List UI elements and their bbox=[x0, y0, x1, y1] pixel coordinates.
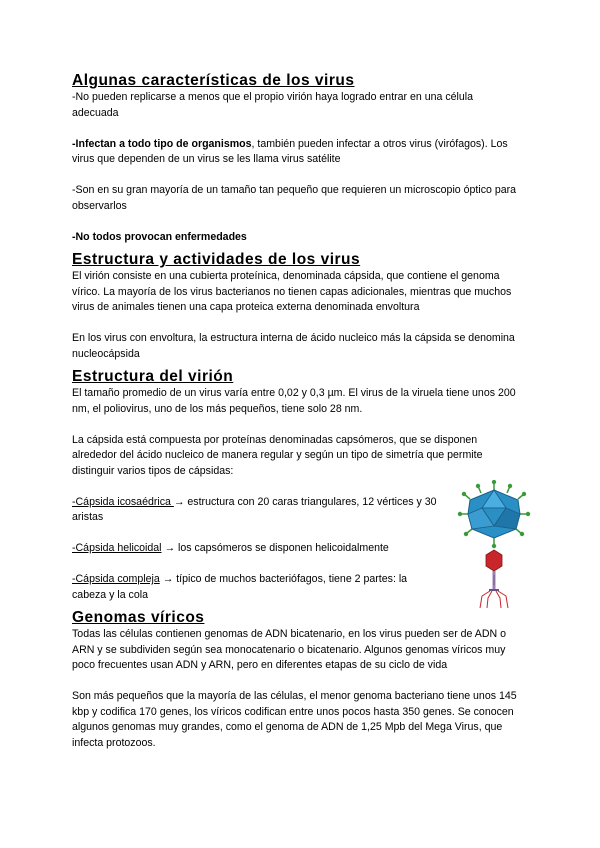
heading-caracteristicas: Algunas características de los virus bbox=[72, 72, 355, 89]
text: → los capsómeros se disponen helicoidalmente bbox=[161, 542, 389, 554]
paragraph: -No pueden replicarse a menos que el propio virión haya logrado entrar en una célula adecuada bbox=[72, 91, 474, 119]
paragraph: La cápsida está compuesta por proteínas denominadas capsómeros, que se disponen alrededor del ácido nucleico de manera regular y según un tipo de simetría que permite distinguir varios tipos de cápsidas: bbox=[72, 433, 483, 477]
list-item bbox=[72, 541, 444, 557]
text: → estructura con 20 caras triangulares, 12 vértices y 30 aristas bbox=[72, 495, 437, 523]
capsid-label: -Cápsida helicoidal bbox=[72, 542, 162, 554]
bold-text: -Infectan a todo tipo de organismos bbox=[72, 137, 252, 150]
text: , también pueden infectar a otros virus (virófagos). Los virus que dependen de un virus se les llama virus satélite bbox=[72, 137, 508, 165]
capsid-label: -Cápsida compleja bbox=[72, 573, 160, 585]
virus-illustration bbox=[456, 480, 532, 610]
paragraph: El tamaño promedio de un virus varía entre 0,02 y 0,3 µm. El virus de la viruela tiene unos 200 nm, el poliovirus, uno de los más pequeños, tiene solo 28 nm. bbox=[72, 387, 516, 415]
icosahedral-capsid-icon bbox=[458, 480, 530, 548]
paragraph bbox=[72, 137, 522, 168]
heading-genomas: Genomas víricos bbox=[72, 609, 205, 626]
bold-text: -No todos provocan enfermedades bbox=[72, 230, 247, 243]
paragraph: Todas las células contienen genomas de ADN bicatenario, en los virus pueden ser de ADN o ARN y se subdividen según sea monocatenario o bicatenario. Algunos genomas víricos muy poco frecuentes usan ADN y ARN, pero en diferentes etapas de su ciclo de vida bbox=[72, 628, 507, 671]
paragraph: En los virus con envoltura, la estructura interna de ácido nucleico más la cápsida se denomina nucleocápsida bbox=[72, 332, 515, 360]
heading-estructura-virion: Estructura del virión bbox=[72, 368, 234, 385]
heading-estructura-actividades: Estructura y actividades de los virus bbox=[72, 251, 361, 268]
list-item bbox=[72, 572, 444, 603]
paragraph bbox=[72, 230, 522, 246]
document-content bbox=[72, 72, 522, 751]
paragraph: -Son en su gran mayoría de un tamaño tan pequeño que requieren un microscopio óptico para observarlos bbox=[72, 184, 517, 212]
text: → típico de muchos bacteriófagos, tiene 2 partes: la cabeza y la cola bbox=[72, 573, 408, 601]
paragraph: El virión consiste en una cubierta proteínica, denominada cápsida, que contiene el genoma vírico. La mayoría de los virus bacterianos no tienen capas adicionales, mientras que muchos virus de animales tienen una capa proteica externa denominada envoltura bbox=[72, 270, 512, 313]
bacteriophage-icon bbox=[480, 550, 508, 608]
list-item bbox=[72, 495, 444, 526]
paragraph: Son más pequeños que la mayoría de las células, el menor genoma bacteriano tiene unos 145 kbp y codifica 170 genes, los víricos codifican entre unos pocos hasta 350 genes. Se conocen algunos genomas muy grandes, como el genoma de ADN de 1,25 Mpb del Mega Virus, que infecta protozoos. bbox=[72, 690, 517, 749]
capsid-label: -Cápsida icosaédrica bbox=[72, 495, 174, 508]
